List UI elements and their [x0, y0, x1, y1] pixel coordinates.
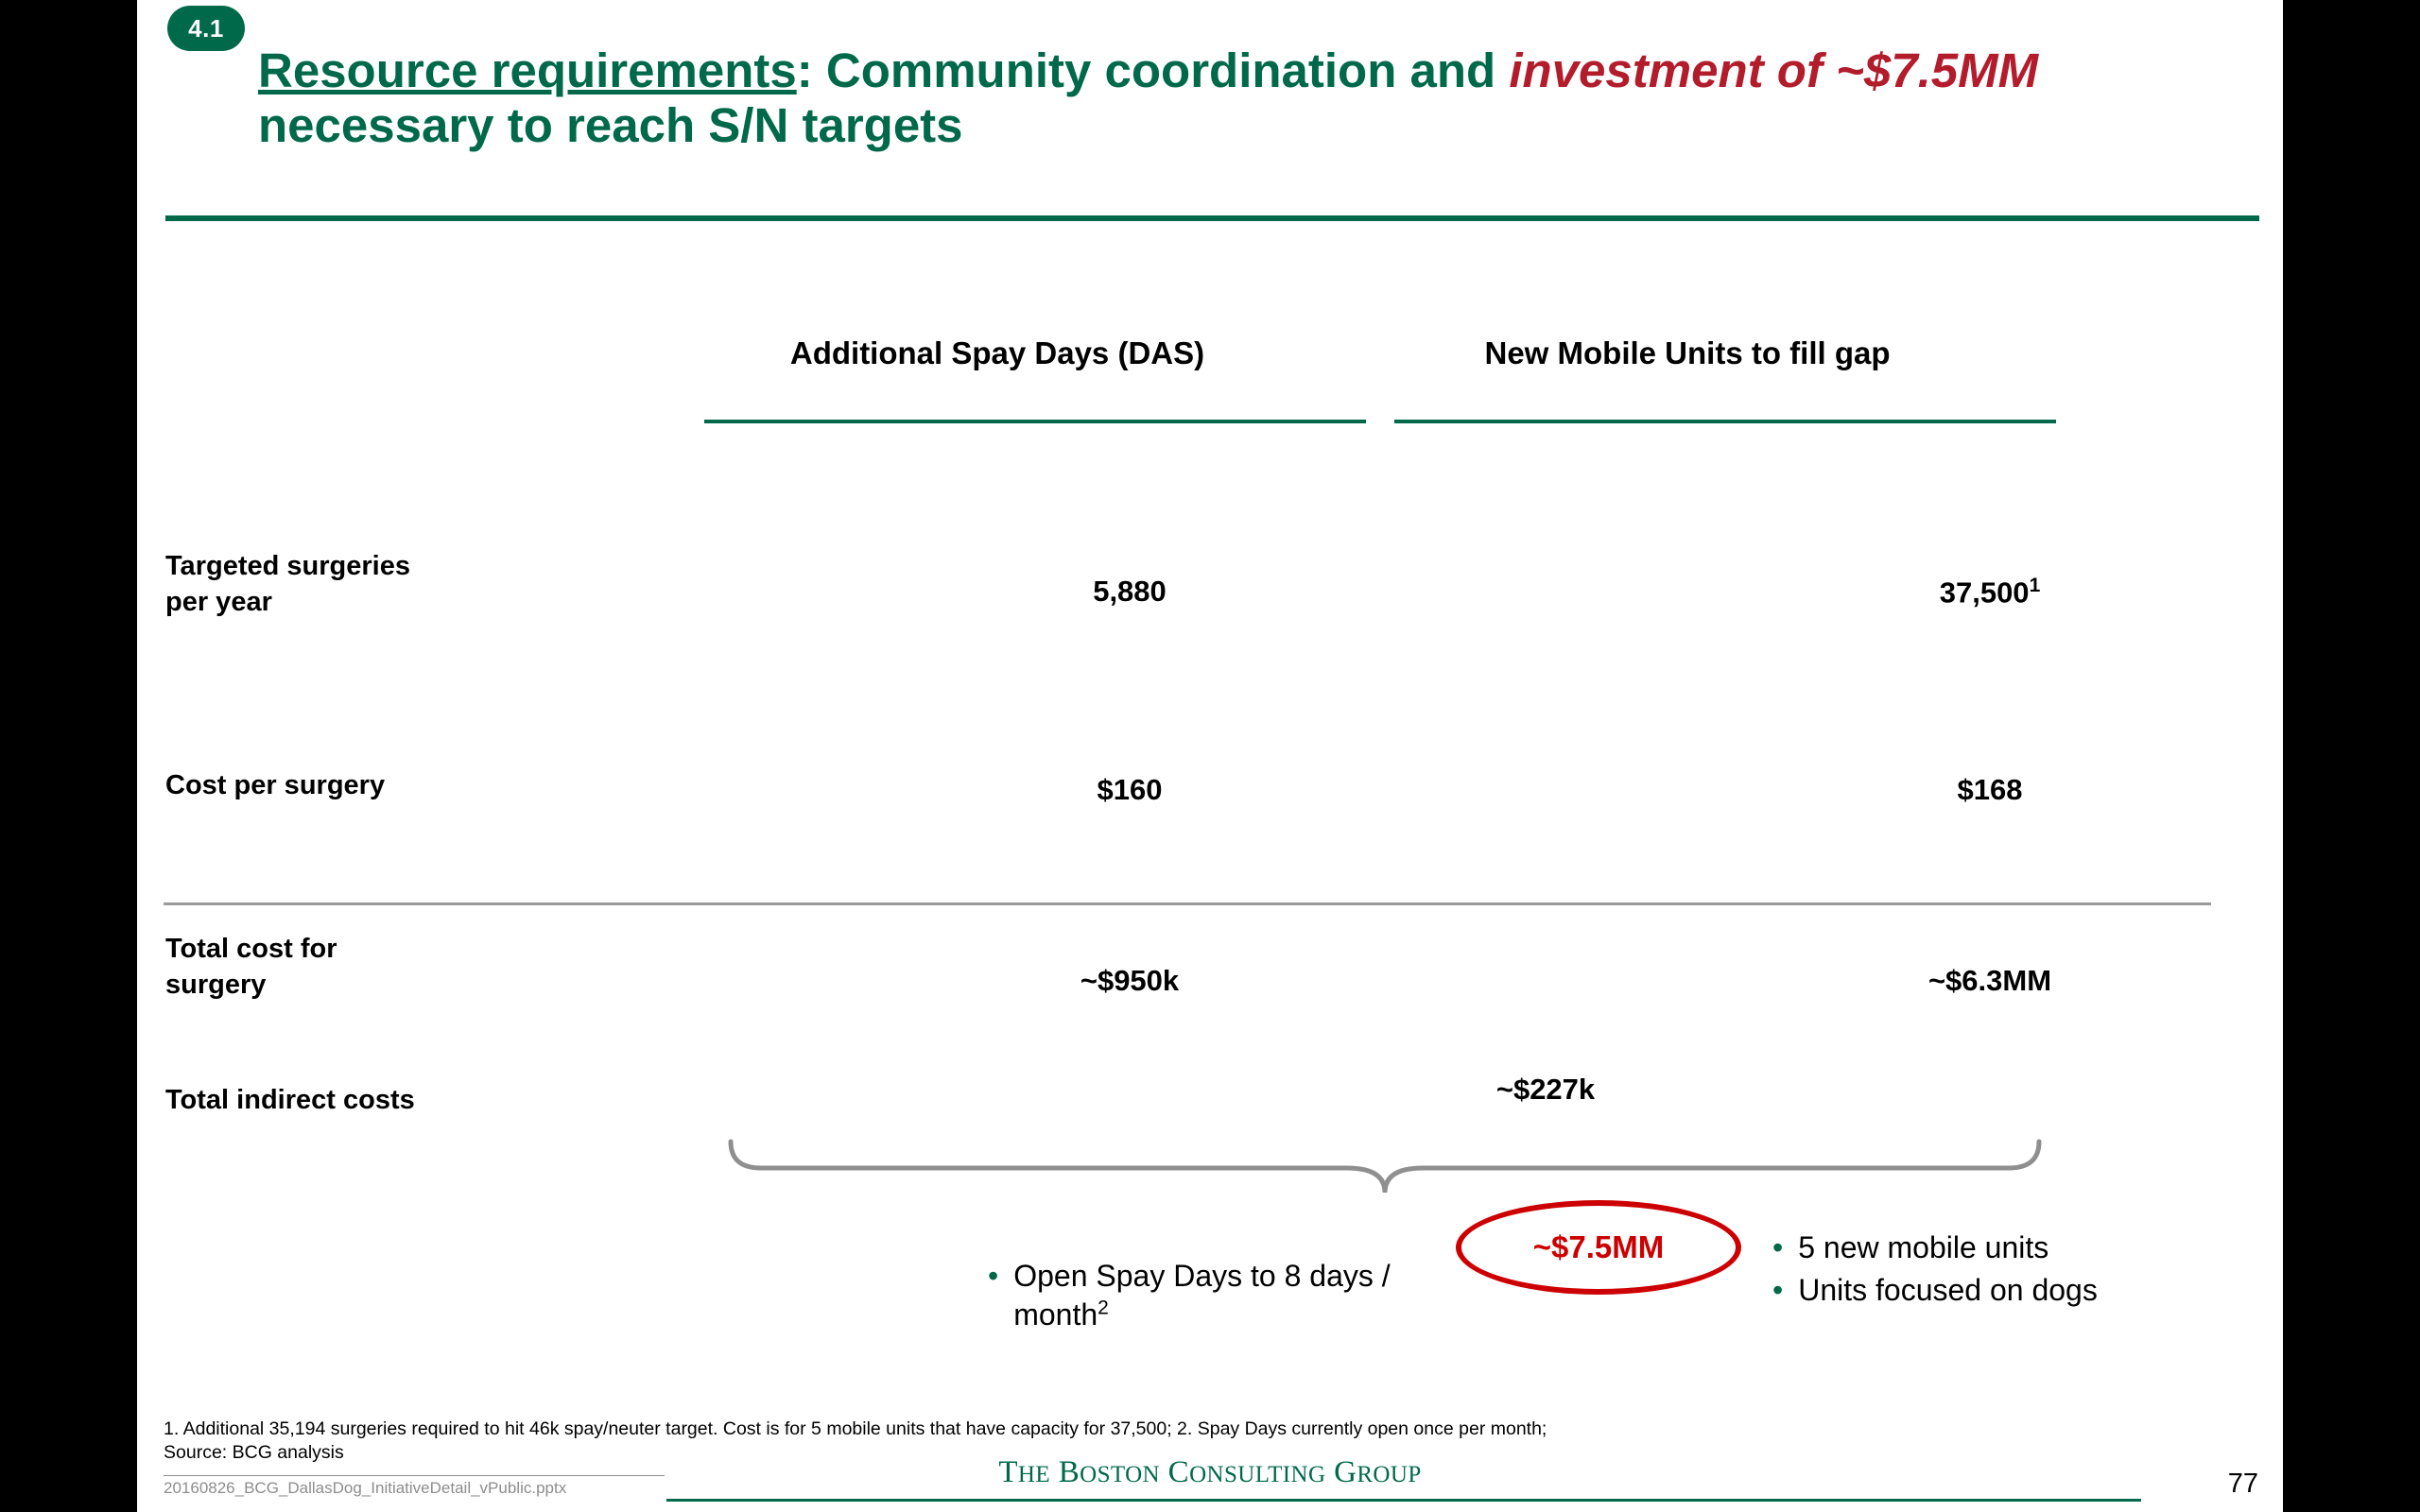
section-divider: [164, 902, 2211, 905]
slide: [137, 0, 2365, 1512]
footnote-ref-2: 2: [1098, 1297, 1109, 1319]
logo-g: G: [1334, 1455, 1357, 1489]
cell-total-cost-mobile: ~$6.3MM: [1927, 964, 2052, 997]
logo-onsulting: ONSULTING: [1189, 1462, 1326, 1487]
page-title: [258, 43, 2168, 152]
row-label-targeted-surgeries: Targeted surgeries per year: [165, 551, 410, 618]
cell-total-indirect-costs: ~$227k: [1495, 1073, 1596, 1106]
cell-cost-mobile: $168: [1957, 773, 2023, 806]
total-investment-value: ~$7.5MM: [1532, 1229, 1665, 1264]
title-part-highlight: investment of ~$7.5MM: [1509, 43, 2039, 97]
logo-the: T: [998, 1455, 1018, 1489]
row-label-cost-per-surgery: Cost per surgery: [165, 770, 386, 800]
bullet-label: Units focused on dogs: [1798, 1272, 2098, 1307]
logo-roup: ROUP: [1357, 1462, 1422, 1487]
title-part-underlined: Resource requirements: [258, 43, 797, 97]
column-header-rule-2: [1394, 420, 2056, 423]
column-header-rule-1: [704, 420, 1366, 423]
bullet-label: 5 new mobile units: [1798, 1230, 2049, 1264]
logo-oston: OSTON: [1080, 1462, 1161, 1487]
bullets-das: [988, 1257, 1432, 1338]
footnote-line-2: Source: BCG analysis: [164, 1442, 344, 1464]
logo-c: C: [1167, 1455, 1190, 1489]
row-label-total-indirect: Total indirect costs: [165, 1085, 415, 1115]
bullet-text: [1013, 1257, 1432, 1334]
title-divider: [165, 215, 2259, 221]
footnote-ref-1: 1: [2029, 575, 2041, 596]
logo-b: B: [1058, 1455, 1080, 1489]
bullet-dot-icon: •: [988, 1259, 999, 1293]
cell-targeted-mobile-value: 37,500: [1939, 576, 2030, 610]
total-investment-callout: [1456, 1200, 1741, 1295]
cell-targeted-das: 5,880: [1093, 575, 1167, 608]
column-header-das: Additional Spay Days (DAS): [789, 335, 1205, 370]
cell-targeted-mobile: [1791, 575, 2188, 610]
list-item: [988, 1257, 1432, 1334]
title-part-2: : Community coordination and: [796, 43, 1510, 97]
bullet-dot-icon: •: [1772, 1230, 1784, 1264]
brace-graphic: [723, 1134, 2047, 1200]
badge-label: 4.1: [188, 13, 224, 43]
column-header-mobile-units: New Mobile Units to fill gap: [1484, 335, 1891, 370]
page-number: 77: [2227, 1469, 2258, 1499]
footer-divider: [666, 1499, 2141, 1502]
list-item: [1772, 1271, 2188, 1310]
bullet-label: Open Spay Days to 8 days / month: [1013, 1259, 1391, 1332]
list-item: [1772, 1228, 2188, 1267]
bullets-mobile-units: [1772, 1228, 2188, 1314]
bcg-logo: [137, 1455, 2283, 1490]
copyright-notice: Copyright © 2016 by The Boston Consulting Group, Inc. All rights reserved.: [2345, 121, 2365, 718]
slide-number-badge: [167, 6, 245, 51]
file-name-label: 20160826_BCG_DallasDog_InitiativeDetail_vPublic.pptx: [164, 1475, 665, 1498]
title-part-4: necessary to reach S/N targets: [258, 97, 963, 152]
row-label-total-cost: Total cost for surgery: [165, 934, 337, 1001]
cell-cost-das: $160: [1097, 773, 1163, 806]
cell-total-cost-das: ~$950k: [1080, 964, 1180, 997]
footnote-line-1: 1. Additional 35,194 surgeries required to hit 46k spay/neuter target. Cost is for 5 mobile units that have capacity for 37,500; 2. Spay Days currently open once per month;: [164, 1418, 1547, 1439]
bullet-dot-icon: •: [1772, 1272, 1784, 1307]
logo-he: HE: [1017, 1462, 1051, 1487]
